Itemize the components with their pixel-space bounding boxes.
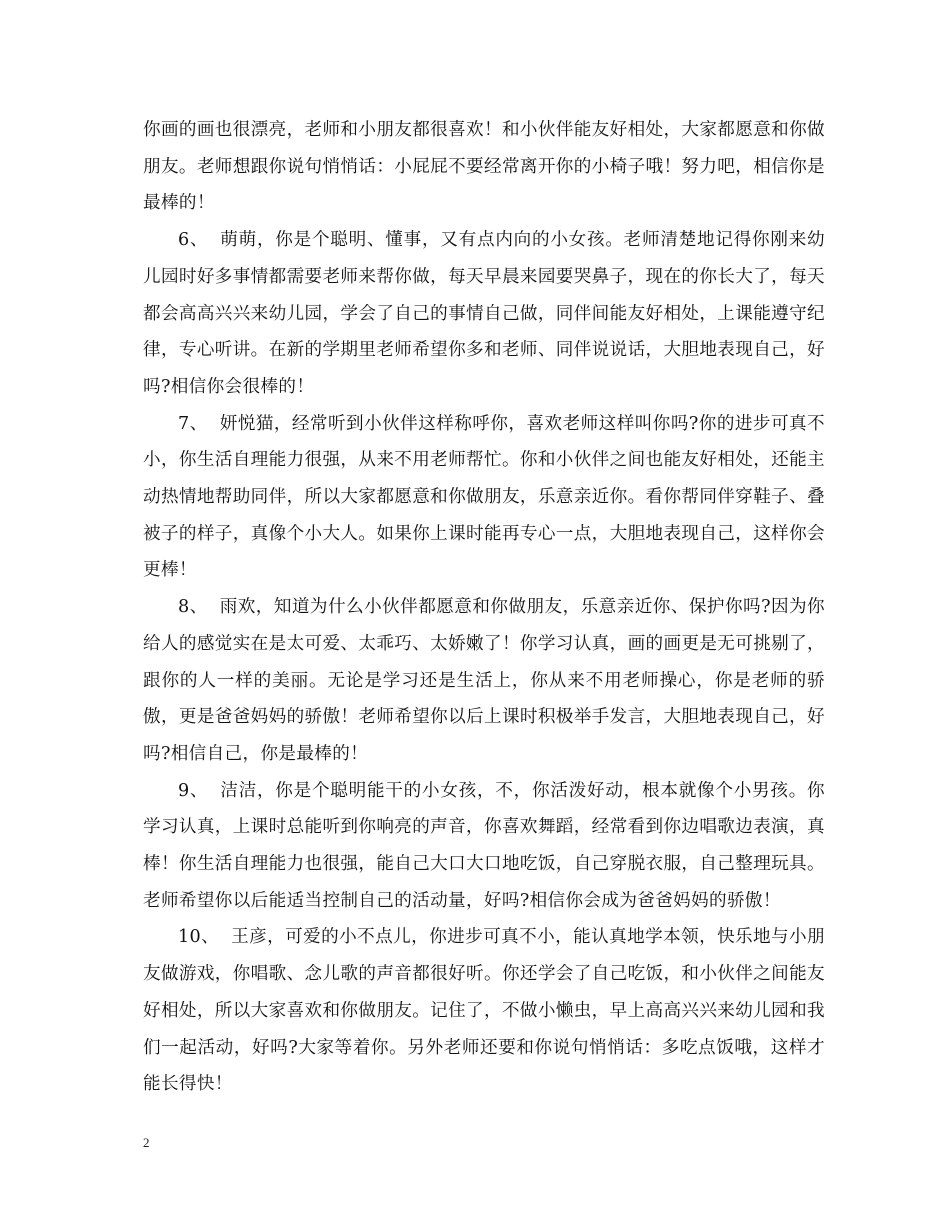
- paragraph-number: 9、: [178, 780, 209, 801]
- paragraph-number: 6、: [178, 230, 209, 251]
- document-body: [143, 112, 825, 1103]
- paragraph-7: [143, 406, 825, 590]
- paragraph-6: [143, 222, 825, 406]
- paragraph-text: 雨欢，知道为什么小伙伴都愿意和你做朋友，乐意亲近你、保护你吗?因为你给人的感觉实在是太可爱、太乖巧、太娇嫩了！你学习认真，画的画更是无可挑剔了，跟你的人一样的美丽。无论是学习还是生活上，你从来不用老师操心，你是老师的骄傲，更是爸爸妈妈的骄傲！老师希望你以后上课时积极举手发言，大胆地表现自己，好吗?相信自己，你是最棒的！: [143, 597, 825, 764]
- paragraph-number: 8、: [178, 597, 208, 618]
- paragraph-text: 萌萌，你是个聪明、懂事，又有点内向的小女孩。老师清楚地记得你刚来幼儿园时好多事情都需要老师来帮你做，每天早晨来园要哭鼻子，现在的你长大了，每天都会高高兴兴来幼儿园，学会了自己的事情自己做，同伴间能友好相处，上课能遵守纪律，专心听讲。在新的学期里老师希望你多和老师、同伴说说话，大胆地表现自己，好吗?相信你会很棒的！: [143, 230, 825, 397]
- paragraph-9: [143, 773, 825, 920]
- paragraph-text: 你画的画也很漂亮，老师和小朋友都很喜欢！和小伙伴能友好相处，大家都愿意和你做朋友。老师想跟你说句悄悄话：小屁屁不要经常离开你的小椅子哦！努力吧，相信你是最棒的！: [143, 120, 825, 214]
- paragraph-continuation: [143, 112, 825, 222]
- paragraph-10: [143, 919, 825, 1103]
- paragraph-number: 7、: [178, 413, 208, 434]
- paragraph-8: [143, 589, 825, 773]
- paragraph-text: 妍悦猫，经常听到小伙伴这样称呼你，喜欢老师这样叫你吗?你的进步可真不小，你生活自理能力很强，从来不用老师帮忙。你和小伙伴之间也能友好相处，还能主动热情地帮助同伴，所以大家都愿意和你做朋友，乐意亲近你。看你帮同伴穿鞋子、叠被子的样子，真像个小大人。如果你上课时能再专心一点，大胆地表现自己，这样你会更棒！: [143, 413, 825, 581]
- paragraph-number: 10、: [178, 927, 220, 948]
- paragraph-text: 洁洁，你是个聪明能干的小女孩，不，你活泼好动，根本就像个小男孩。你学习认真，上课时总能听到你响亮的声音，你喜欢舞蹈，经常看到你边唱歌边表演，真棒！你生活自理能力也很强，能自己大口大口地吃饭，自己穿脱衣服，自己整理玩具。老师希望你以后能适当控制自己的活动量，好吗?相信你会成为爸爸妈妈的骄傲！: [143, 780, 825, 911]
- paragraph-text: 王彦，可爱的小不点儿，你进步可真不小，能认真地学本领，快乐地与小朋友做游戏，你唱歌、念儿歌的声音都很好听。你还学会了自己吃饭，和小伙伴之间能友好相处，所以大家喜欢和你做朋友。记住了，不做小懒虫，早上高高兴兴来幼儿园和我们一起活动，好吗?大家等着你。另外老师还要和你说句悄悄话：多吃点饭哦，这样才能长得快！: [143, 927, 825, 1095]
- page-number: 2: [143, 1135, 150, 1150]
